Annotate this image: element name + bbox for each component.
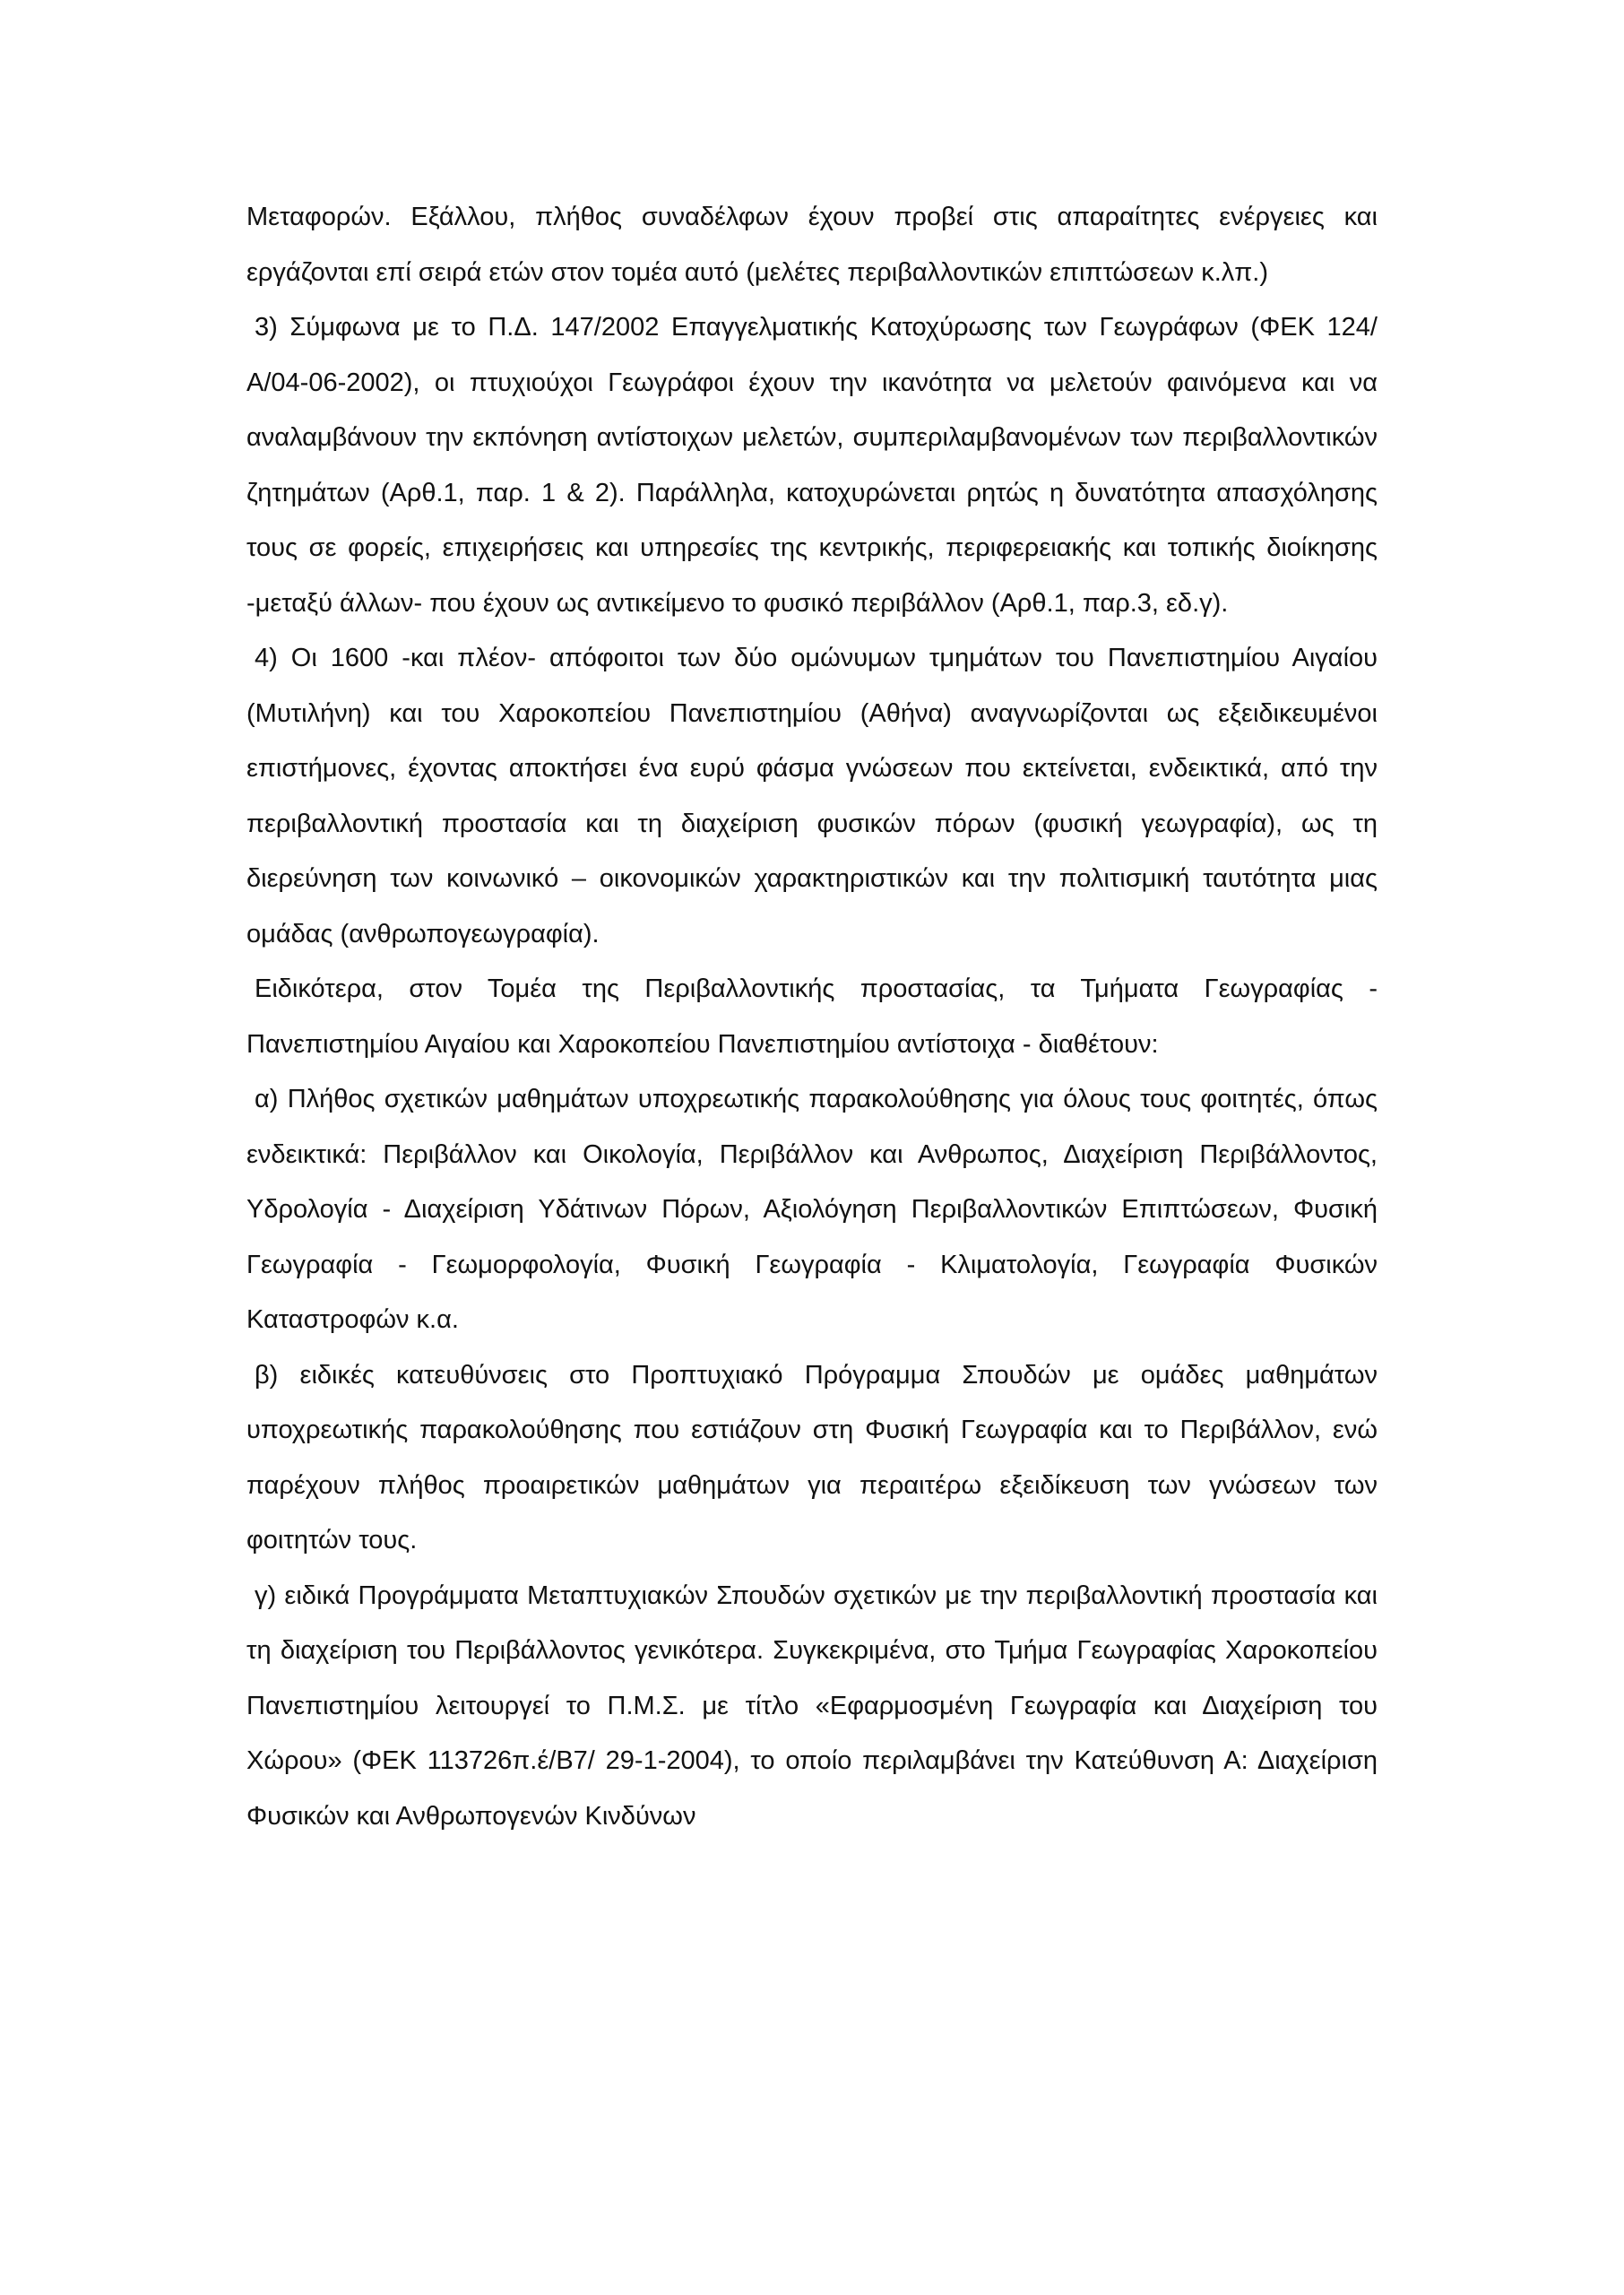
paragraph-continuation: Μεταφορών. Εξάλλου, πλήθος συναδέλφων έχουν προβεί στις απαραίτητες ενέργειες και εργάζονται επί σειρά ετών στον τομέα αυτό (μελέτες περιβαλλοντικών επιπτώσεων κ.λπ.) [246, 203, 1378, 287]
paragraph-specifically: Ειδικότερα, στον Τομέα της Περιβαλλοντικής προστασίας, τα Τμήματα Γεωγραφίας - Πανεπιστημίου Αιγαίου και Χαροκοπείου Πανεπιστημίου αντίστοιχα - διαθέτουν: [246, 974, 1378, 1059]
document-page [246, 190, 1378, 1844]
paragraph-item-c: γ) ειδικά Προγράμματα Μεταπτυχιακών Σπουδών σχετικών με την περιβαλλοντική προστασία και τη διαχείριση του Περιβάλλοντος γενικότερα. Συγκεκριμένα, στο Τμήμα Γεωγραφίας Χαροκοπείου Πανεπιστημίου λειτουργεί το Π.Μ.Σ. με τίτλο «Εφαρμοσμένη Γεωγραφία και Διαχείριση του Χώρου» (ΦΕΚ 113726π.έ/Β7/ 29-1-2004), το οποίο περιλαμβάνει την Κατεύθυνση Α: Διαχείριση Φυσικών και Ανθρωπογενών Κινδύνων [246, 1581, 1378, 1831]
paragraph-item-a: α) Πλήθος σχετικών μαθημάτων υποχρεωτικής παρακολούθησης για όλους τους φοιτητές, όπως ενδεικτικά: Περιβάλλον και Οικολογία, Περιβάλλον και Ανθρωπος, Διαχείριση Περιβάλλοντος, Υδρολογία - Διαχείριση Υδάτινων Πόρων, Αξιολόγηση Περιβαλλοντικών Επιπτώσεων, Φυσική Γεωγραφία - Γεωμορφολογία, Φυσική Γεωγραφία - Κλιματολογία, Γεωγραφία Φυσικών Καταστροφών κ.α. [246, 1085, 1378, 1334]
paragraph-item-4: 4) Οι 1600 -και πλέον- απόφοιτοι των δύο ομώνυμων τμημάτων του Πανεπιστημίου Αιγαίου (Μυτιλήνη) και του Χαροκοπείου Πανεπιστημίου (Αθήνα) αναγνωρίζονται ως εξειδικευμένοι επιστήμονες, έχοντας αποκτήσει ένα ευρύ φάσμα γνώσεων που εκτείνεται, ενδεικτικά, από την περιβαλλοντική προστασία και τη διαχείριση φυσικών πόρων (φυσική γεωγραφία), ως τη διερεύνηση των κοινωνικό – οικονομικών χαρακτηριστικών και την πολιτισμική ταυτότητα μιας ομάδας (ανθρωπογεωγραφία). [246, 644, 1378, 948]
paragraph-item-3: 3) Σύμφωνα με το Π.Δ. 147/2002 Επαγγελματικής Κατοχύρωσης των Γεωγράφων (ΦΕΚ 124/Α/04-06-2002), οι πτυχιούχοι Γεωγράφοι έχουν την ικανότητα να μελετούν φαινόμενα και να αναλαμβάνουν την εκπόνηση αντίστοιχων μελετών, συμπεριλαμβανομένων των περιβαλλοντικών ζητημάτων (Αρθ.1, παρ. 1 & 2). Παράλληλα, κατοχυρώνεται ρητώς η δυνατότητα απασχόλησης τους σε φορείς, επιχειρήσεις και υπηρεσίες της κεντρικής, περιφερειακής και τοπικής διοίκησης -μεταξύ άλλων- που έχουν ως αντικείμενο το φυσικό περιβάλλον (Αρθ.1, παρ.3, εδ.γ). [246, 313, 1378, 618]
paragraph-item-b: β) ειδικές κατευθύνσεις στο Προπτυχιακό Πρόγραμμα Σπουδών με ομάδες μαθημάτων υποχρεωτικής παρακολούθησης που εστιάζουν στη Φυσική Γεωγραφία και το Περιβάλλον, ενώ παρέχουν πλήθος προαιρετικών μαθημάτων για περαιτέρω εξειδίκευση των γνώσεων των φοιτητών τους. [246, 1360, 1378, 1555]
